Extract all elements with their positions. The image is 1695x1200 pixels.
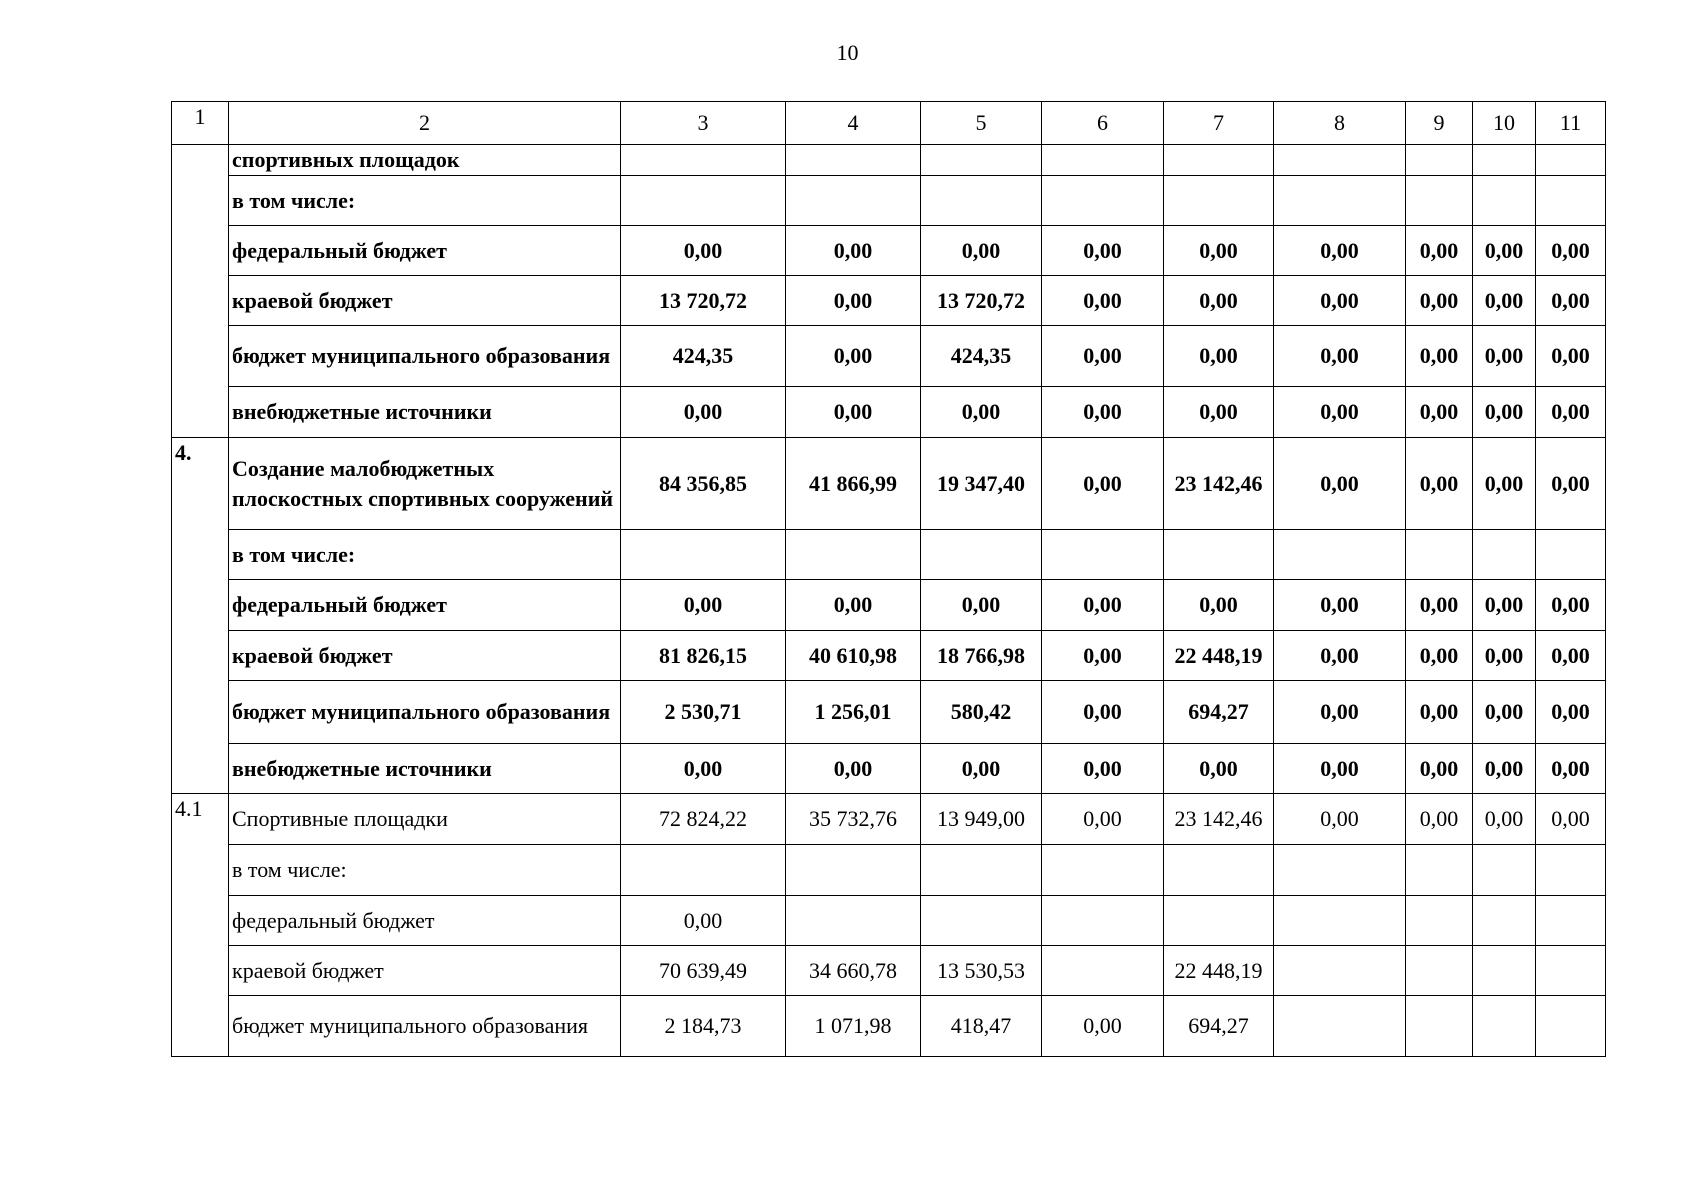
value-cell: 0,00: [1536, 226, 1606, 276]
value-cell: 13 530,53: [921, 946, 1042, 996]
value-cell: [1536, 896, 1606, 946]
row-label: внебюджетные источники: [229, 387, 621, 438]
header-cell: 9: [1406, 102, 1473, 145]
value-cell: [921, 530, 1042, 580]
value-cell: [921, 145, 1042, 176]
value-cell: 41 866,99: [786, 438, 921, 530]
value-cell: 0,00: [1274, 276, 1406, 326]
value-cell: 0,00: [1473, 580, 1536, 631]
row-label: Спортивные площадки: [229, 794, 621, 845]
table-row: [172, 176, 1606, 226]
value-cell: 0,00: [1536, 631, 1606, 681]
value-cell: 0,00: [921, 387, 1042, 438]
value-cell: 70 639,49: [621, 946, 786, 996]
table-row: [172, 845, 1606, 896]
value-cell: [1274, 145, 1406, 176]
value-cell: 0,00: [1473, 276, 1536, 326]
value-cell: [1164, 845, 1274, 896]
value-cell: [1406, 176, 1473, 226]
row-label: федеральный бюджет: [229, 896, 621, 946]
row-label: в том числе:: [229, 176, 621, 226]
value-cell: 0,00: [786, 580, 921, 631]
value-cell: 0,00: [1473, 226, 1536, 276]
header-cell: 3: [621, 102, 786, 145]
value-cell: 0,00: [1274, 631, 1406, 681]
value-cell: [1274, 896, 1406, 946]
value-cell: 0,00: [1406, 276, 1473, 326]
value-cell: 0,00: [1042, 631, 1164, 681]
value-cell: 0,00: [1274, 326, 1406, 387]
value-cell: 0,00: [921, 744, 1042, 794]
value-cell: 0,00: [1406, 744, 1473, 794]
value-cell: [1536, 145, 1606, 176]
value-cell: [786, 176, 921, 226]
header-cell: 5: [921, 102, 1042, 145]
value-cell: 0,00: [621, 744, 786, 794]
value-cell: [1406, 145, 1473, 176]
table-header-row: [172, 102, 1606, 145]
value-cell: [786, 896, 921, 946]
table-row: [172, 794, 1606, 845]
value-cell: 1 071,98: [786, 996, 921, 1057]
value-cell: [1406, 896, 1473, 946]
value-cell: [1536, 176, 1606, 226]
value-cell: 0,00: [1274, 387, 1406, 438]
header-cell: 7: [1164, 102, 1274, 145]
value-cell: 72 824,22: [621, 794, 786, 845]
row-label: краевой бюджет: [229, 946, 621, 996]
value-cell: 0,00: [1536, 276, 1606, 326]
value-cell: 0,00: [786, 226, 921, 276]
value-cell: 0,00: [621, 387, 786, 438]
value-cell: [1042, 896, 1164, 946]
value-cell: 0,00: [1274, 438, 1406, 530]
value-cell: 0,00: [1473, 631, 1536, 681]
value-cell: [1406, 996, 1473, 1057]
value-cell: 0,00: [1536, 794, 1606, 845]
value-cell: 0,00: [1406, 326, 1473, 387]
value-cell: [1274, 845, 1406, 896]
value-cell: 0,00: [921, 580, 1042, 631]
value-cell: 23 142,46: [1164, 438, 1274, 530]
value-cell: [786, 145, 921, 176]
value-cell: 0,00: [1274, 681, 1406, 744]
table-row: [172, 387, 1606, 438]
value-cell: 2 530,71: [621, 681, 786, 744]
value-cell: 0,00: [1274, 794, 1406, 845]
value-cell: 40 610,98: [786, 631, 921, 681]
value-cell: [1164, 145, 1274, 176]
value-cell: [1473, 145, 1536, 176]
header-cell: 2: [229, 102, 621, 145]
row-label: краевой бюджет: [229, 276, 621, 326]
value-cell: [621, 145, 786, 176]
value-cell: 0,00: [1473, 438, 1536, 530]
value-cell: [1473, 530, 1536, 580]
value-cell: [1473, 996, 1536, 1057]
value-cell: 0,00: [621, 580, 786, 631]
value-cell: 0,00: [1042, 438, 1164, 530]
value-cell: 0,00: [1406, 681, 1473, 744]
value-cell: 0,00: [1406, 631, 1473, 681]
value-cell: [1536, 845, 1606, 896]
value-cell: 0,00: [1164, 580, 1274, 631]
value-cell: [1042, 946, 1164, 996]
value-cell: 0,00: [1536, 744, 1606, 794]
value-cell: [1042, 530, 1164, 580]
row-label: бюджет муниципального образования: [229, 681, 621, 744]
table-row: [172, 996, 1606, 1057]
value-cell: 0,00: [1042, 794, 1164, 845]
value-cell: 0,00: [1042, 276, 1164, 326]
value-cell: [1164, 530, 1274, 580]
value-cell: 13 949,00: [921, 794, 1042, 845]
value-cell: [1406, 530, 1473, 580]
table-row: [172, 530, 1606, 580]
header-cell: 8: [1274, 102, 1406, 145]
value-cell: 0,00: [1473, 326, 1536, 387]
value-cell: 0,00: [1164, 326, 1274, 387]
header-cell: 4: [786, 102, 921, 145]
value-cell: 0,00: [1473, 794, 1536, 845]
value-cell: 0,00: [1536, 326, 1606, 387]
value-cell: 0,00: [1536, 681, 1606, 744]
value-cell: 81 826,15: [621, 631, 786, 681]
value-cell: 0,00: [786, 387, 921, 438]
value-cell: 0,00: [1164, 226, 1274, 276]
value-cell: [1473, 845, 1536, 896]
value-cell: 0,00: [1274, 226, 1406, 276]
value-cell: [1274, 176, 1406, 226]
value-cell: [621, 530, 786, 580]
table-row: [172, 631, 1606, 681]
value-cell: [1164, 896, 1274, 946]
row-label: бюджет муниципального образования: [229, 326, 621, 387]
value-cell: [921, 176, 1042, 226]
value-cell: [1042, 176, 1164, 226]
value-cell: 34 660,78: [786, 946, 921, 996]
value-cell: 0,00: [1536, 580, 1606, 631]
value-cell: [1042, 145, 1164, 176]
value-cell: [621, 176, 786, 226]
value-cell: 18 766,98: [921, 631, 1042, 681]
value-cell: [1406, 946, 1473, 996]
value-cell: 0,00: [1042, 387, 1164, 438]
header-cell: 1: [172, 102, 229, 145]
value-cell: 0,00: [1406, 387, 1473, 438]
row-label: спортивных площадок: [229, 145, 621, 176]
value-cell: 84 356,85: [621, 438, 786, 530]
value-cell: 0,00: [786, 276, 921, 326]
value-cell: 13 720,72: [921, 276, 1042, 326]
table-row: [172, 681, 1606, 744]
header-cell: 10: [1473, 102, 1536, 145]
value-cell: [921, 896, 1042, 946]
page-number: 10: [836, 40, 859, 65]
value-cell: 424,35: [921, 326, 1042, 387]
value-cell: [1473, 896, 1536, 946]
value-cell: [621, 845, 786, 896]
value-cell: 0,00: [1042, 744, 1164, 794]
value-cell: [921, 845, 1042, 896]
value-cell: 22 448,19: [1164, 631, 1274, 681]
table-row: [172, 145, 1606, 176]
table-row: [172, 946, 1606, 996]
value-cell: [1274, 996, 1406, 1057]
value-cell: 0,00: [1406, 794, 1473, 845]
row-label: Создание малобюджетных плоскостных спортивных сооружений: [229, 438, 621, 530]
value-cell: 0,00: [786, 744, 921, 794]
value-cell: [1473, 946, 1536, 996]
row-label: в том числе:: [229, 845, 621, 896]
value-cell: 0,00: [1406, 226, 1473, 276]
row-label: внебюджетные источники: [229, 744, 621, 794]
row-label: федеральный бюджет: [229, 580, 621, 631]
table-row: [172, 744, 1606, 794]
value-cell: 0,00: [1274, 580, 1406, 631]
value-cell: [786, 845, 921, 896]
value-cell: [1274, 946, 1406, 996]
row-index: 4.1: [172, 794, 229, 1057]
row-label: бюджет муниципального образования: [229, 996, 621, 1057]
value-cell: 13 720,72: [621, 276, 786, 326]
value-cell: 35 732,76: [786, 794, 921, 845]
row-label: в том числе:: [229, 530, 621, 580]
value-cell: 0,00: [1473, 744, 1536, 794]
value-cell: 0,00: [621, 226, 786, 276]
value-cell: 0,00: [1042, 226, 1164, 276]
value-cell: 694,27: [1164, 996, 1274, 1057]
value-cell: 0,00: [921, 226, 1042, 276]
value-cell: 1 256,01: [786, 681, 921, 744]
header-cell: 11: [1536, 102, 1606, 145]
value-cell: 0,00: [621, 896, 786, 946]
value-cell: 0,00: [1164, 744, 1274, 794]
row-label: федеральный бюджет: [229, 226, 621, 276]
table-row: [172, 326, 1606, 387]
value-cell: 0,00: [1406, 438, 1473, 530]
row-label: краевой бюджет: [229, 631, 621, 681]
table-row: [172, 896, 1606, 946]
value-cell: 0,00: [1406, 580, 1473, 631]
value-cell: 0,00: [1164, 276, 1274, 326]
value-cell: [1042, 845, 1164, 896]
value-cell: [1536, 946, 1606, 996]
value-cell: [1164, 176, 1274, 226]
value-cell: 0,00: [1473, 387, 1536, 438]
row-index: 4.: [172, 438, 229, 794]
budget-table: [171, 101, 1606, 1057]
value-cell: [1536, 996, 1606, 1057]
row-index: [172, 145, 229, 438]
value-cell: 694,27: [1164, 681, 1274, 744]
value-cell: 22 448,19: [1164, 946, 1274, 996]
value-cell: 0,00: [1536, 387, 1606, 438]
value-cell: 418,47: [921, 996, 1042, 1057]
value-cell: 424,35: [621, 326, 786, 387]
value-cell: [1274, 530, 1406, 580]
value-cell: 0,00: [1536, 438, 1606, 530]
value-cell: [786, 530, 921, 580]
value-cell: [1473, 176, 1536, 226]
value-cell: 0,00: [1042, 326, 1164, 387]
value-cell: [1536, 530, 1606, 580]
value-cell: 0,00: [1042, 681, 1164, 744]
value-cell: 580,42: [921, 681, 1042, 744]
table-row: [172, 276, 1606, 326]
value-cell: 0,00: [1042, 996, 1164, 1057]
value-cell: [1406, 845, 1473, 896]
value-cell: 2 184,73: [621, 996, 786, 1057]
value-cell: 0,00: [1473, 681, 1536, 744]
header-cell: 6: [1042, 102, 1164, 145]
value-cell: 0,00: [1274, 744, 1406, 794]
value-cell: 0,00: [1164, 387, 1274, 438]
table-row: [172, 438, 1606, 530]
table-row: [172, 226, 1606, 276]
value-cell: 19 347,40: [921, 438, 1042, 530]
value-cell: 23 142,46: [1164, 794, 1274, 845]
value-cell: 0,00: [1042, 580, 1164, 631]
value-cell: 0,00: [786, 326, 921, 387]
table-row: [172, 580, 1606, 631]
